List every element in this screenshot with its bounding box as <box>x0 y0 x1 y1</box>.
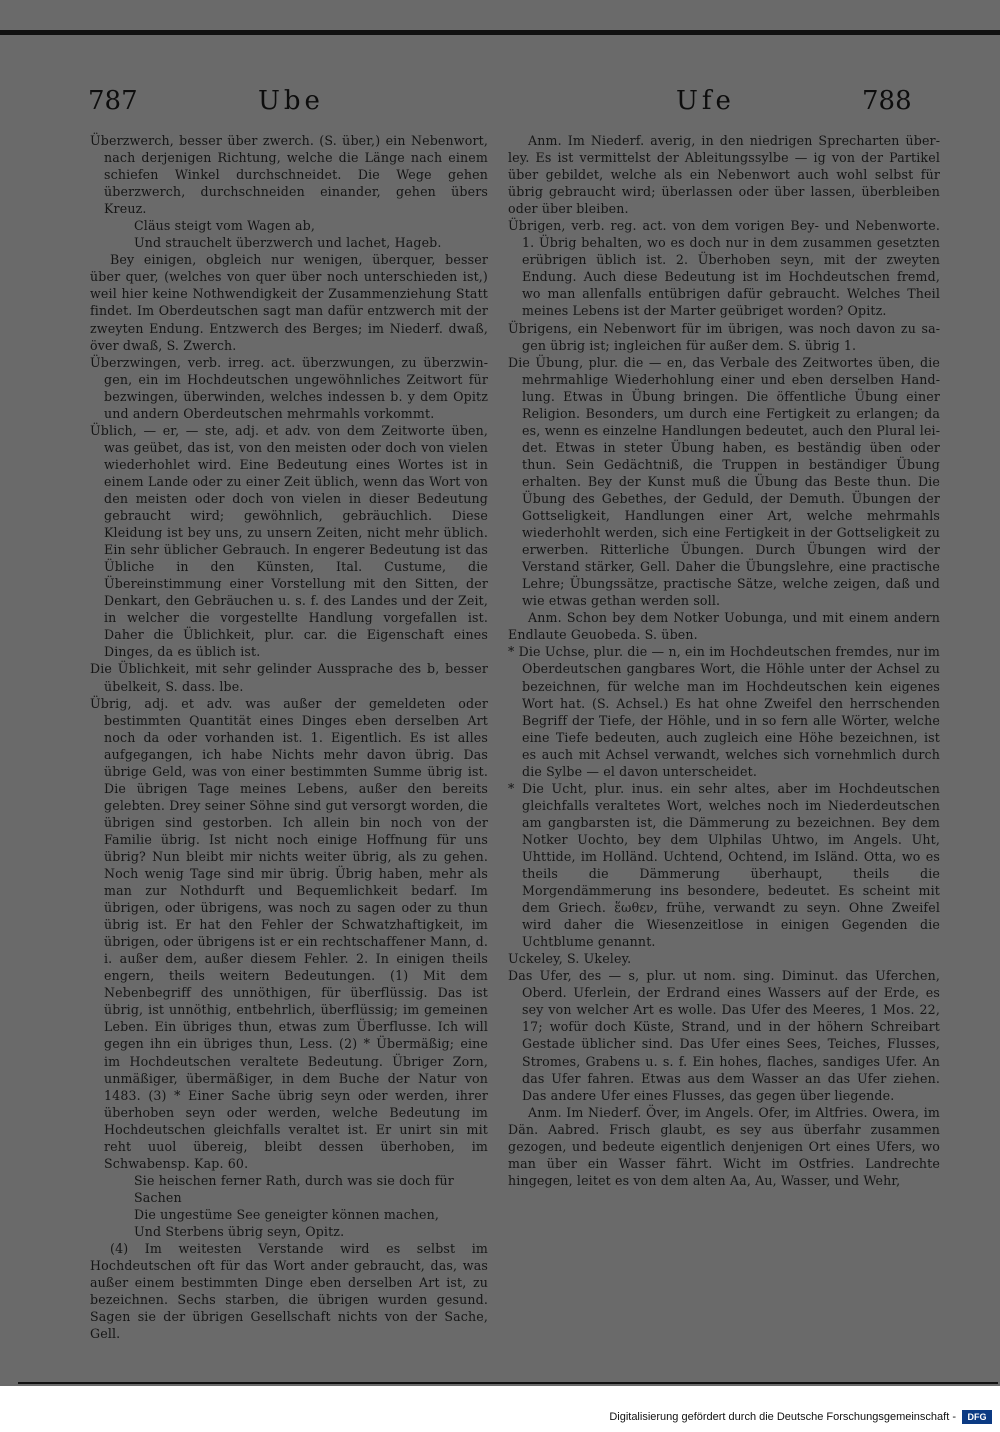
right-running-head: Ufe <box>676 86 735 116</box>
right-page-number: 788 <box>862 86 912 116</box>
entry-ueblichkeit: Die Üblichkeit, mit sehr gelinder Aussprache des b, besser übelkeit, S. dass. lbe. <box>90 661 488 694</box>
verse-line: Die ungestüme See geneigter können machen, <box>134 1206 440 1222</box>
entry-ucht: * Die Ucht, plur. inus. ein sehr altes, aber im Hochdeutschen gleichfalls veraltetes Wort, welches noch im Niederdeutschen am gangbarsten ist, die Dämmerung zu bezeichnen. Bey dem Notker Uochto, bey dem Ulphilas Uhtwo, im Angels. Uht, Uhttide, im Holländ. Uchtend, Ochtend, im Isländ. Otta, wo es theils die Dämmerung überhaupt, theils die Morgendämmerung ins besondere, bedeutet. Es scheint mit dem Griech. ἕωθεν, frühe, verwandt zu seyn. Ohne Zweifel wird daher die Wiesenzeitlose in einigen Gegenden die Uchtblume genannt. <box>508 780 940 950</box>
verse-line: Cläus steigt vom Wagen ab, <box>134 218 315 234</box>
left-page-number: 787 <box>88 86 138 116</box>
entry-uchse: * Die Uchse, plur. die — n, ein im Hochdeutschen fremdes, nur im Oberdeutschen gangbares Wort, die Höhle unter der Achsel zu bezeichnen, für welche man im Hochdeutschen kein eigenes Wort hat. (S. Achsel.) Es hat ohne Zweifel den herrschenden Begriff der Tiefe, der Höhle, und in so fern alle Wörter, welche eine Tiefe bedeuten, auch zugleich eine Höhe bezeichnen, ist es auch mit Achsel verwandt, welches sich vornehmlich durch die Sylbe — el davon unterscheidet. <box>508 644 940 779</box>
funding-note: Digitalisierung gefördert durch die Deutsche Forschungsgemeinschaft - <box>609 1411 956 1423</box>
entry-paragraph: Bey einigen, obgleich nur wenigen, überquer, besser über quer, (welches von quer über noch unterschieden ist,) weil hier keine Nothwendigkeit der Zusammenziehung Statt findet. Im Oberdeutschen sagt man dafür entzwerch mit der zweyten Endung. Entzwerch des Berges; im Niederf. dwaß, över dwaß, S. Zwerch. <box>90 252 488 353</box>
entry-ueberzwerch: Überzwerch, besser über zwerch. (S. über,) ein Nebenwort, nach derjenigen Richtung, welche die Länge nach einem schiefen Winkel durchschneidet. Die Wege gehen überzwerch, durchschneiden einander, gehen übers Kreuz. <box>90 133 488 217</box>
dfg-logo-icon: DFG <box>962 1410 992 1424</box>
entry-ueberzwingen: Überzwingen, verb. irreg. act. überzwungen, zu überzwingen, ein im Hochdeutschen ungewöhnliches Zeitwort für bezwingen, überwinden, welches indessen b. y dem Opitz und andern Oberdeutschen mehrmahls vorkommt. <box>90 354 488 421</box>
left-running-head: Ube <box>258 86 324 116</box>
annotation-paragraph: Anm. Im Niederf. Över, im Angels. Ofer, im Altfries. Owera, im Dän. Aabred. Frisch glaubt, es sey aus überfahr zusammen gezogen, und bedeute eigentlich denjenigen Ort eines Ufers, wo man über ein Wasser fährt. Wicht im Ostfries. Landrechte hingegen, leitet es von dem alten Aa, Au, Wasser, und Wehr, <box>508 1104 940 1188</box>
entry-uckeley: Uckeley, S. Ukeley. <box>508 951 632 967</box>
left-text-column <box>90 132 488 1342</box>
entry-ufer: Das Ufer, des — s, plur. ut nom. sing. Diminut. das Uferchen, Oberd. Uferlein, der Erdrand eines Wassers auf der Erde, es sey von welcher Art es wolle. Das Ufer des Meeres, 1 Mos. 22, 17; wofür doch Küste, Strand, und in der höhern Schreibart Gestade üblicher sind. Das Ufer eines Sees, Teiches, Flusses, Stromes, Grabens u. s. f. Ein hohes, flaches, sandiges Ufer. An das Ufer fahren. Etwas aus dem Wasser an das Ufer ziehen. Das andere Ufer eines Flusses, das gegen über liegende. <box>508 968 940 1103</box>
bottom-border-rule <box>18 1382 998 1384</box>
entry-uebrigens: Übrigens, ein Nebenwort für im übrigen, was noch davon zu sagen übrig ist; ingleichen für außer dem. S. übrig 1. <box>508 320 940 353</box>
verse-line: Und strauchelt überzwerch und lachet, Hageb. <box>134 235 442 251</box>
footer-band <box>0 1386 1000 1432</box>
entry-uebung: Die Übung, plur. die — en, das Verbale des Zeitwortes üben, die mehrmahlige Wiederhohlung einer und eben derselben Handlung. Etwas in Übung bringen. Die öffentliche Übung einer Religion. Besonders, um durch eine Fertigkeit zu erlangen; da es, wenn es einzelne Handlungen bedeutet, auch den Plural leidet. Etwas in steter Übung haben, es beständig üben oder thun. Sein Gedächtniß, die Truppen in beständiger Übung erhalten. Bey der Kunst muß die Übung das Beste thun. Die Übung des Gebethes, der Geduld, der Demuth. Übungen der Gottseligkeit, Handlungen einer Art, welche mehrmahls wiederhohlt werden, sich eine Fertigkeit in der Gottseligkeit zu erwerben. Ritterliche Übungen. Durch Übungen wird der Verstand stärker, Gell. Daher die Übungslehre, eine practische Lehre; Übungssätze, practische Sätze, welche zeigen, daß und wie etwas gethan werden soll. <box>508 354 940 609</box>
entry-ueblich: Üblich, — er, — ste, adj. et adv. von dem Zeitworte üben, was geübet, das ist, von den meisten oder doch von vielen wiederhohlet wird. Eine Bedeutung eines Wortes ist in einem Lande oder zu einer Zeit üblich, wenn das Wort von den meisten oder doch von vielen in dieser Bedeutung gebraucht wird; gewöhnlich, gebräuchlich. Diese Kleidung ist bey uns, zu unsern Zeiten, nicht mehr üblich. Ein sehr üblicher Gebrauch. In engerer Bedeutung ist das Übliche in den Künsten, Ital. Custume, die Übereinstimmung einer Vorstellung mit den Sitten, der Denkart, den Gebräuchen u. s. f. des Landes und der Zeit, in welcher die vorgestellte Handlung vorgefallen ist. Daher die Üblichkeit, plur. car. die Eigenschaft eines Dinges, da es üblich ist. <box>90 422 488 660</box>
right-text-column <box>508 132 940 1232</box>
annotation-paragraph: Anm. Schon bey dem Notker Uobunga, und mit einem andern Endlaute Geuobeda. S. üben. <box>508 610 940 643</box>
verse-line: Und Sterbens übrig seyn, Opitz. <box>134 1224 345 1239</box>
entry-uebrigen: Übrigen, verb. reg. act. von dem vorigen Bey- und Nebenworte. 1. Übrig behalten, wo es doch nur in dem zusammen gesetzten erübrigen üblich ist. 2. Überhoben seyn, mit der zweyten Endung. Auch diese Bedeutung ist im Hochdeutschen fremd, wo man allenfalls entübrigen dafür gebraucht. Welches Theil meines Lebens ist der Marter geübriget worden? Opitz. <box>508 218 940 319</box>
verse-line: Sie heischen ferner Rath, durch was sie doch für Sachen <box>134 1172 454 1205</box>
top-border-rule <box>0 30 1000 35</box>
annotation-paragraph: Anm. Im Niederf. averig, in den niedrigen Sprecharten überley. Es ist vermittelst der Ableitungssylbe — ig von der Partikel über gebildet, welche als ein Nebenwort auch wohl selbst für übrig gebraucht wird; überlassen oder über lassen, überbleiben oder über bleiben. <box>508 133 940 217</box>
entry-uebrig: Übrig, adj. et adv. was außer der gemeldeten oder bestimmten Quantität eines Dinges eben derselben Art noch da oder vorhanden ist. 1. Eigentlich. Es ist alles aufgegangen, ich habe Nichts mehr davon übrig. Das übrige Geld, was von einer bestimmten Summe übrig ist. Die übrigen Tage meines Lebens, außer den bereits gelebten. Drey seiner Söhne sind gut versorgt worden, die übrigen sind gestorben. Ich allein bin noch von der Familie übrig. Ist nicht noch einige Hoffnung für uns übrig? Nun bleibt mir nichts weiter übrig, als zu gehen. Noch wenig Tage sind mir übrig. Übrig haben, mehr als man zur Nothdurft und Bequemlichkeit bedarf. Im übrigen, oder übrigens, was noch zu sagen oder zu thun übrig ist. Er hat den Fehler der Schwatzhaftigkeit, im übrigen, oder übrigens ist er ein rechtschaffener Mann, d. i. außer dem, außer diesem Fehler. 2. In einigen theils engern, theils weitern Bedeutungen. (1) Mit dem Nebenbegriff des unnöthigen, für überflüssig. Das ist übrig, ist unnöthig, entbehrlich, überflüssig; im gemeinen Leben. Ein übriges thun, etwas zum Überflusse. Ich will gegen ihn ein übriges thun, Less. (2) * Übermäßig; eine im Hochdeutschen veraltete Bedeutung. Übriger Zorn, unmäßiger, übermäßiger, in dem Buche der Natur von 1483. (3) * Einer Sache übrig seyn oder werden, ihrer überhoben seyn oder werden, welche Bedeutung im Hochdeutschen gleichfalls veraltet ist. Er unirt sin mit reht uuol übereig, bleibt dessen überhoben, im Schwabensp. Kap. 60. <box>90 695 488 1171</box>
entry-paragraph: (4) Im weitesten Verstande wird es selbst im Hochdeutschen oft für das Wort ander gebraucht, das, was außer einem bestimmten Dinge eben derselben Art ist, zu bezeichnen. Sechs starben, die übrigen wurden gesund. Sagen sie der übrigen Gesellschaft nichts von der Sache, Gell. <box>90 1241 488 1342</box>
